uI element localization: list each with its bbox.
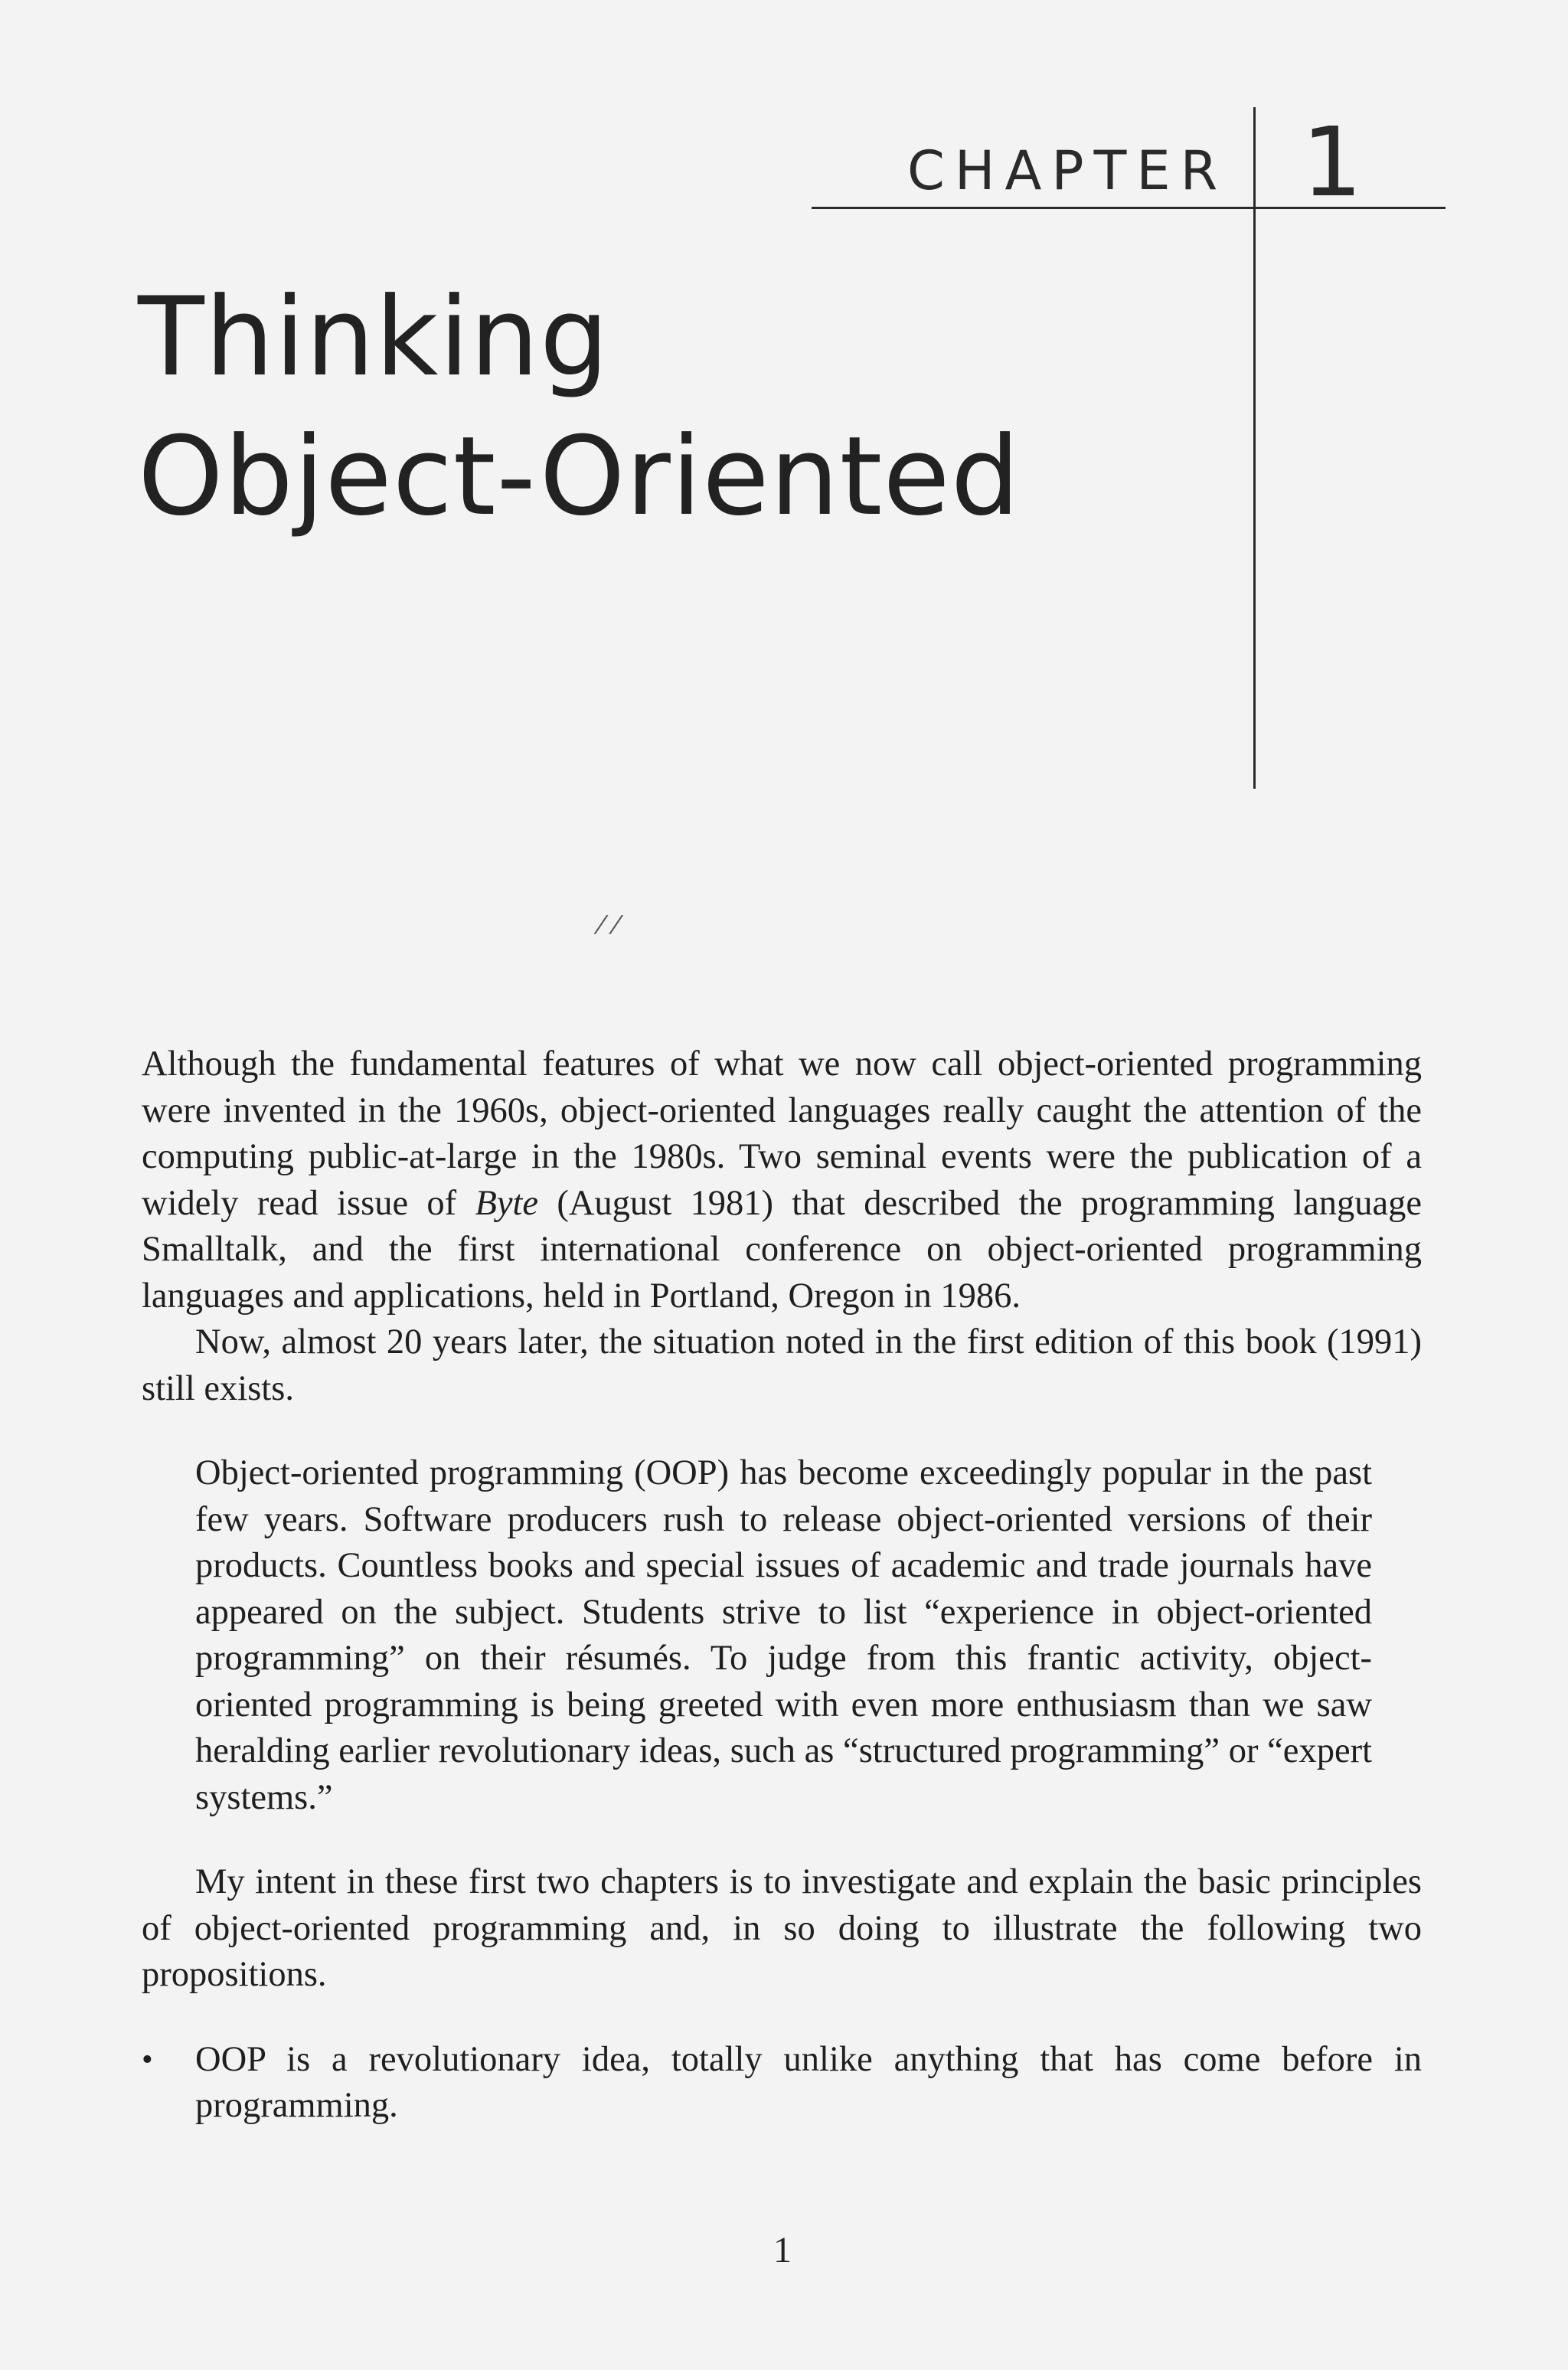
list-item-text: OOP is a revolutionary idea, totally unlike anything that has come before in programming. [195, 2039, 1422, 2125]
page-number: 1 [773, 2230, 792, 2270]
paragraph-now: Now, almost 20 years later, the situation noted in the first edition of this book (1991) still exists. [142, 1322, 1422, 1408]
chapter-title-line-1: Thinking [138, 274, 610, 400]
bullet-icon: • [142, 2041, 153, 2077]
chapter-label: CHAPTER [907, 139, 1228, 202]
list-item [142, 2037, 1422, 2130]
paragraph-intro-text-a: Although the fundamental features of what we now call object-oriented programming were invented in the 1960s, object-oriented languages really caught the attention of the computing public-at-large in the 1980s. Two seminal events were the publication of a widely read issue of [142, 1044, 1422, 1223]
block-quote: Object-oriented programming (OOP) has become exceedingly popular in the past few years. Software producers rush to release object-oriented versions of their products. Countless books and special issues of academic and trade journals have appeared on the subject. Students strive to list “experience in object-oriented programming” on their résumés. To judge from this frantic activity, object-oriented programming is being greeted with even more enthusiasm than we saw heralding earlier revolutionary ideas, such as “structured programming” or “expert systems.” [195, 1453, 1372, 1817]
chapter-rule-vertical [1253, 107, 1256, 789]
chapter-title-line-2: Object-Oriented [138, 414, 1021, 540]
paragraph-intent: My intent in these first two chapters is to investigate and explain the basic principles of object-oriented programming and, in so doing to illustrate the following two propositions. [142, 1862, 1422, 1994]
body-text [142, 1041, 1422, 2130]
paragraph-intro-italic: Byte [475, 1183, 539, 1223]
stray-mark: / / [592, 911, 626, 938]
chapter-number: 1 [1302, 107, 1363, 218]
chapter-title [138, 268, 1021, 547]
paragraph-intro-text-b: (August 1981) that described the programming language Smalltalk, and the first international conference on object-oriented programming languages and applications, held in Portland, Oregon in 1986. [142, 1183, 1422, 1316]
paragraph-intro [142, 1041, 1422, 1319]
propositions-list [142, 2037, 1422, 2130]
